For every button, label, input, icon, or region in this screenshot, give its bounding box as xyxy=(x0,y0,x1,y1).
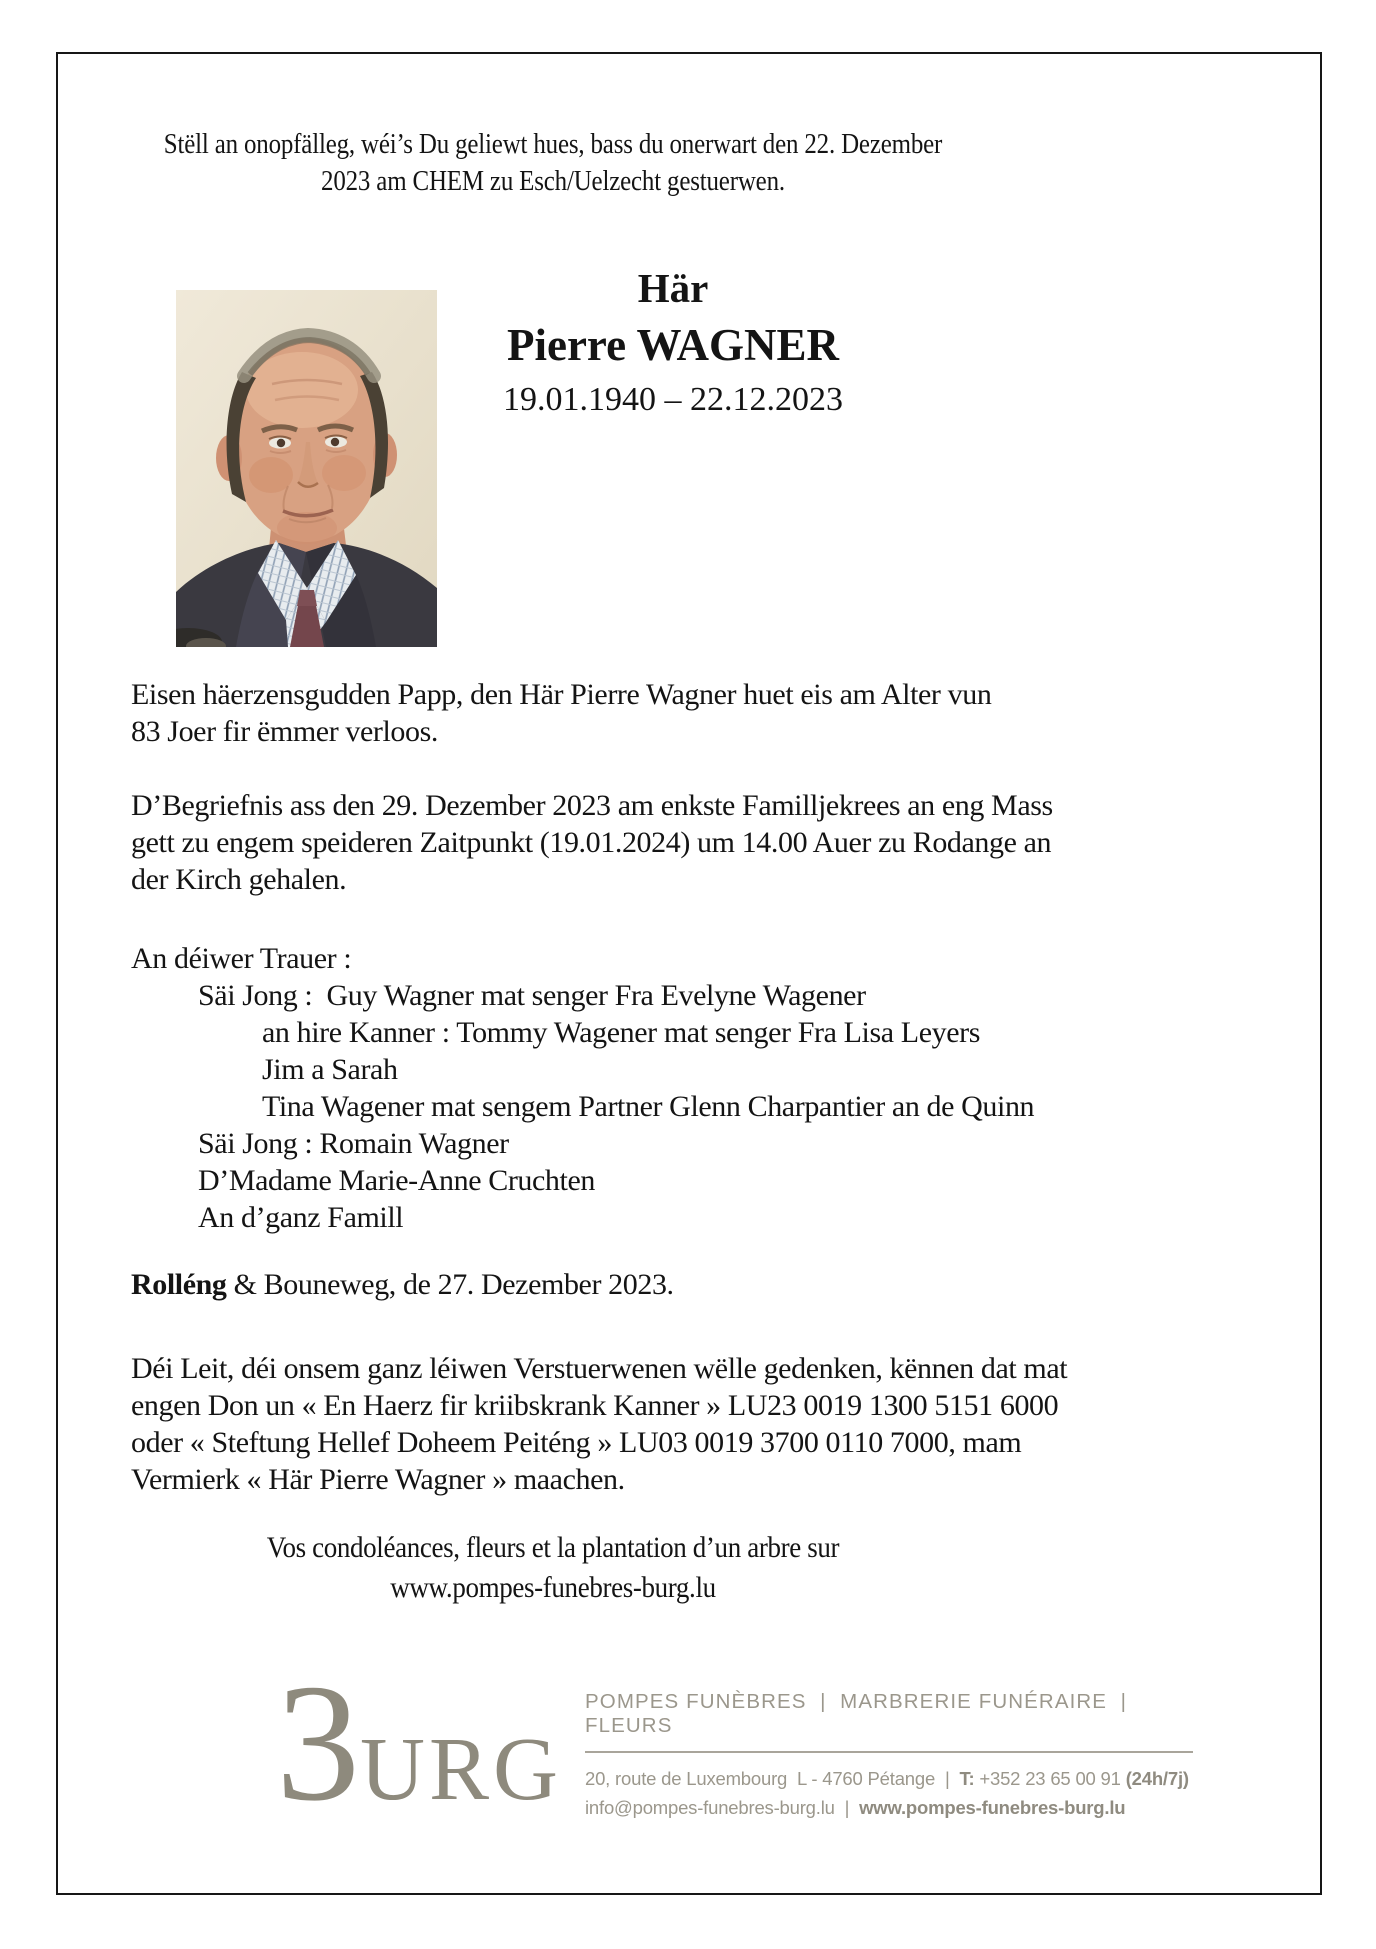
footer-contact xyxy=(585,1797,1193,1819)
paragraph-line: D’Begriefnis ass den 29. Dezember 2023 am enkste Familljekrees an eng Mass xyxy=(131,789,1053,822)
deceased-name: Pierre WAGNER xyxy=(506,320,840,370)
portrait-photo xyxy=(176,290,437,647)
footer-info xyxy=(585,1690,1193,1819)
logo-letter-b: 3 xyxy=(276,1650,360,1836)
paragraph-condolences xyxy=(120,1528,986,1608)
paragraph-funeral xyxy=(131,787,1271,898)
paragraph-line: 83 Joer fir ëmmer verloos. xyxy=(131,715,439,748)
paragraph-donation xyxy=(131,1350,1271,1498)
portrait-photo-image xyxy=(176,290,437,647)
footer-divider xyxy=(585,1751,1193,1753)
paragraph-line: Déi Leit, déi onsem ganz léiwen Verstuerwenen wëlle gedenken, kënnen dat mat xyxy=(131,1352,1068,1385)
paragraph-line: Vermierk « Här Pierre Wagner » maachen. xyxy=(131,1463,625,1496)
paragraph-mourning xyxy=(131,940,1271,1236)
intro-paragraph xyxy=(139,126,966,200)
mourning-entry: Jim a Sarah xyxy=(262,1053,398,1086)
mourning-title: An déiwer Trauer : xyxy=(131,942,352,975)
burg-logo xyxy=(276,1650,563,1836)
paragraph-line: gett zu engem speideren Zaitpunkt (19.01.2024) um 14.00 Auer zu Rodange an xyxy=(131,826,1052,859)
paragraph-line: engen Don un « En Haerz fir kriibskrank Kanner » LU23 0019 1300 5151 6000 xyxy=(131,1389,1059,1422)
intro-line: 2023 am CHEM zu Esch/Uelzecht gestuerwen. xyxy=(321,165,785,197)
mourning-entry: Säi Jong : Romain Wagner xyxy=(198,1127,509,1160)
footer-address xyxy=(585,1768,1193,1790)
closing-line xyxy=(131,1266,1271,1303)
mourning-entry: D’Madame Marie-Anne Cruchten xyxy=(198,1164,595,1197)
intro-line: Stëll an onopfälleg, wéi’s Du geliewt hues, bass du onerwart den 22. Dezember xyxy=(163,128,943,160)
condolences-line: Vos condoléances, fleurs et la plantation d’un arbre sur xyxy=(266,1531,840,1564)
footer-services: POMPES FUNÈBRES | MARBRERIE FUNÉRAIRE | FLEURS xyxy=(585,1690,1141,1737)
deceased-dates: 19.01.1940 – 22.12.2023 xyxy=(503,381,843,418)
paragraph-line: oder « Steftung Hellef Doheem Peiténg » LU03 0019 3700 0110 7000, mam xyxy=(131,1426,1022,1459)
footer-separator: | xyxy=(834,1797,860,1818)
paragraph-line: der Kirch gehalen. xyxy=(131,863,347,896)
mourning-entry: an hire Kanner : Tommy Wagener mat senger Fra Lisa Leyers xyxy=(262,1016,980,1049)
footer-phone-label: T: xyxy=(959,1768,975,1789)
deceased-salutation: Här xyxy=(637,265,709,311)
mourning-entry: An d’ganz Famill xyxy=(198,1201,404,1234)
footer-website: www.pompes-funebres-burg.lu xyxy=(859,1797,1126,1818)
footer-phone-number: +352 23 65 00 91 xyxy=(974,1768,1126,1789)
paragraph-family-loss xyxy=(131,676,1271,750)
logo-letters-urg: URG xyxy=(360,1720,563,1819)
paragraph-line: Eisen häerzensgudden Papp, den Här Pierre Wagner huet eis am Alter vun xyxy=(131,678,992,711)
closing-rest: & Bouneweg, de 27. Dezember 2023. xyxy=(226,1268,674,1301)
footer-email: info@pompes-funebres-burg.lu xyxy=(585,1797,835,1818)
mourning-entry: Tina Wagener mat sengem Partner Glenn Charpantier an de Quinn xyxy=(262,1090,1035,1123)
mourning-entry: Säi Jong : Guy Wagner mat senger Fra Evelyne Wagener xyxy=(198,979,866,1012)
footer-hours: (24h/7j) xyxy=(1125,1768,1189,1789)
condolences-website: www.pompes-funebres-burg.lu xyxy=(390,1571,716,1604)
deceased-heading xyxy=(437,260,909,426)
footer-address-street: 20, route de Luxembourg L - 4760 Pétange | xyxy=(585,1768,960,1789)
closing-place-bold: Rolléng xyxy=(131,1268,227,1301)
